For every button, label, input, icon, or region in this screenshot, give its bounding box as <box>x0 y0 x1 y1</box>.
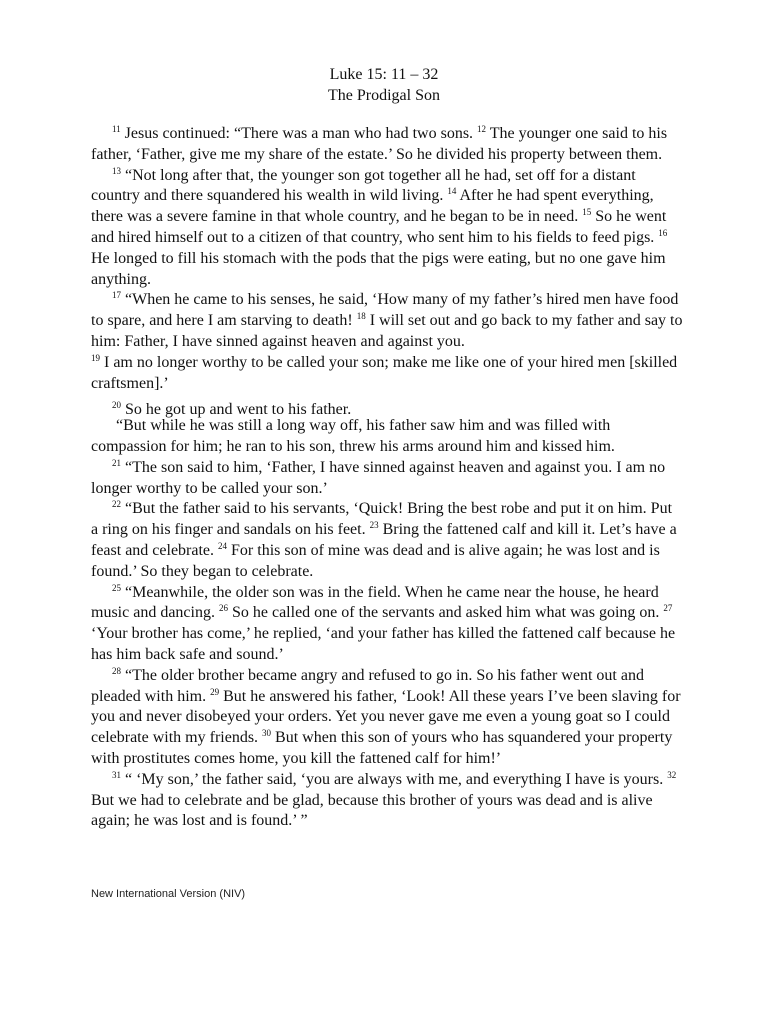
verse-number: 12 <box>477 124 487 134</box>
version-footer: New International Version (NIV) <box>91 888 246 900</box>
verse-number: 14 <box>447 186 457 197</box>
verse-text: He longed to fill his stomach with the pods that the pigs were eating, but no one gave him anything. <box>91 249 666 288</box>
verse-text: Jesus continued: “There was a man who had two sons. <box>120 125 478 142</box>
verse-number: 23 <box>369 520 379 531</box>
verse-number: 26 <box>218 603 228 614</box>
scripture-paragraph <box>91 583 683 666</box>
scripture-paragraph <box>91 499 683 582</box>
verse-number: 32 <box>667 769 677 780</box>
verse-number: 22 <box>112 499 121 510</box>
scripture-paragraph <box>91 458 683 500</box>
verse-text: So he got up and went to his father. <box>121 401 352 419</box>
scripture-reference: Luke 15: 11 – 32 <box>329 66 439 83</box>
verse-text: I am no longer worthy to be called your son; make me like one of your hired men [skilled craftsmen].’ <box>91 353 678 392</box>
page-title: The Prodigal Son <box>328 87 440 104</box>
scripture-paragraph <box>91 124 683 166</box>
verse-number: 13 <box>112 165 121 176</box>
verse-number: 17 <box>112 290 121 301</box>
verse-text: I will set out and go back to my father and say to him: Father, I have sinned against heaven and against you. <box>91 312 683 350</box>
scripture-paragraph <box>91 770 683 832</box>
verse-text: So he went and hired himself out to a citizen of that country, who sent him to his fields to feed pigs. <box>91 208 667 246</box>
verse-text: “When he came to his senses, he said, ‘How many of my father’s hired men have food to spare, and here I am starving to death! <box>91 291 679 330</box>
verse-number: 27 <box>663 603 673 614</box>
verse-number: 28 <box>112 665 121 676</box>
scripture-paragraph <box>91 166 683 291</box>
verse-text: “But the father said to his servants, ‘Quick! Bring the best robe and put it on him. Put a ring on his finger and sandals on his feet. <box>91 500 673 539</box>
verse-number: 30 <box>262 728 272 739</box>
title-block <box>0 64 768 106</box>
verse-text: “The son said to him, ‘Father, I have sinned against heaven and against you. I am no longer worthy to be called your son.’ <box>91 458 666 497</box>
verse-number: 29 <box>210 686 220 697</box>
verse-number: 19 <box>91 352 100 363</box>
verse-text: “Not long after that, the younger son got together all he had, set off for a distant country and there squandered his wealth in wild living. <box>91 166 636 205</box>
verse-number: 20 <box>112 400 121 411</box>
verse-number: 18 <box>356 311 366 322</box>
verse-number: 24 <box>218 540 228 551</box>
verse-text: But we had to celebrate and be glad, because this brother of yours was dead and is alive again; he was lost and is found.’ ” <box>91 791 653 830</box>
scripture-paragraph <box>91 416 683 458</box>
verse-text: But when this son of yours who has squandered your property with prostitutes comes home, you kill the fattened calf for him!’ <box>91 729 673 767</box>
scripture-paragraph <box>91 353 683 395</box>
verse-number: 16 <box>658 227 668 238</box>
verse-number: 21 <box>112 457 121 468</box>
verse-text: ‘Your brother has come,’ he replied, ‘and your father has killed the fattened calf because he has him back safe and sound.’ <box>91 625 676 663</box>
verse-text: Bring the fattened calf and kill it. Let’s have a feast and celebrate. <box>91 521 677 559</box>
verse-text: “Meanwhile, the older son was in the field. When he came near the house, he heard music and dancing. <box>91 583 659 622</box>
verse-number: 11 <box>112 124 121 134</box>
verse-text: “ ‘My son,’ the father said, ‘you are always with me, and everything I have is yours. <box>121 770 668 788</box>
scripture-body <box>91 124 683 832</box>
scripture-paragraph <box>91 666 683 770</box>
verse-text: For this son of mine was dead and is alive again; he was lost and is found.’ So they began to celebrate. <box>91 541 660 580</box>
scripture-paragraph <box>91 290 683 352</box>
verse-text: After he had spent everything, there was a severe famine in that whole country, and he began to be in need. <box>91 187 654 226</box>
verse-text: So he called one of the servants and asked him what was going on. <box>227 604 664 622</box>
verse-text: But he answered his father, ‘Look! All these years I’ve been slaving for you and never disobeyed your orders. Yet you never gave me even a young goat so I could celebrate with my friends. <box>91 687 681 747</box>
verse-text: “The older brother became angry and refused to go in. So his father went out and pleaded with him. <box>91 666 644 705</box>
verse-text: The younger one said to his father, ‘Father, give me my share of the estate.’ So he divided his property between them. <box>91 125 668 163</box>
verse-text: “But while he was still a long way off, his father saw him and was filled with compassion for him; he ran to his son, threw his arms around him and kissed him. <box>91 417 615 455</box>
verse-number: 25 <box>112 582 121 593</box>
verse-number: 31 <box>112 769 121 780</box>
verse-number: 15 <box>582 207 592 218</box>
